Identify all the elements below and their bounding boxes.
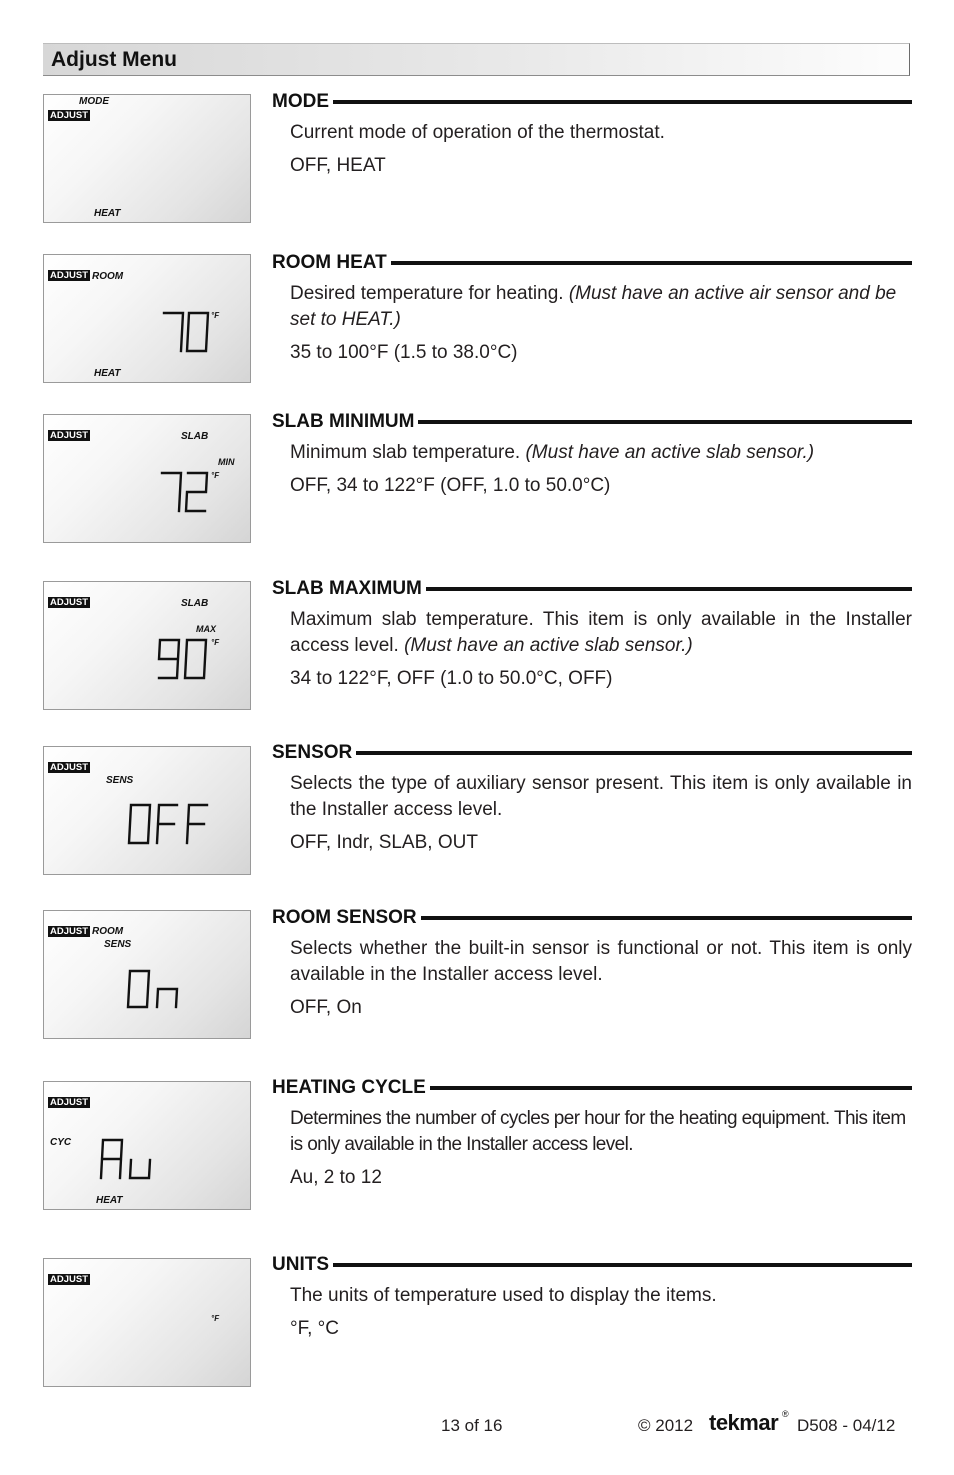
lcd-heat-label: HEAT (94, 208, 121, 219)
section-description: Determines the number of cycles per hour for the heating equipment. This item is only available in the Installer access level. (290, 1108, 906, 1155)
section-range: OFF, On (290, 997, 362, 1018)
lcd-unit-label: °F (211, 311, 220, 320)
lcd-heat-label: HEAT (96, 1195, 123, 1206)
lcd-display-heating-cycle (43, 1081, 251, 1210)
section-range: 34 to 122°F, OFF (1.0 to 50.0°C, OFF) (290, 668, 613, 689)
section-slab-maximum (272, 577, 912, 692)
section-range: OFF, 34 to 122°F (OFF, 1.0 to 50.0°C) (290, 475, 611, 496)
section-heating-cycle (272, 1076, 912, 1191)
lcd-max-label: MAX (196, 624, 216, 634)
section-description: Maximum slab temperature. This item is only available in the Installer access level. (290, 609, 912, 656)
lcd-mode-label: MODE (79, 96, 109, 107)
section-units (272, 1253, 912, 1342)
copyright: © 2012 (638, 1416, 694, 1435)
lcd-unit-label: °F (211, 1314, 220, 1323)
lcd-room-label: ROOM (92, 271, 124, 282)
lcd-adjust-badge: ADJUST (50, 1274, 89, 1285)
lcd-display-units (43, 1258, 251, 1387)
section-note: (Must have an active slab sensor.) (525, 442, 815, 463)
section-title: UNITS (272, 1254, 329, 1275)
section-range: OFF, Indr, SLAB, OUT (290, 832, 478, 853)
section-title: SLAB MAXIMUM (272, 578, 422, 599)
section-title: ROOM SENSOR (272, 907, 417, 928)
lcd-adjust-badge: ADJUST (50, 110, 89, 121)
lcd-unit-label: °F (211, 638, 220, 647)
section-description: The units of temperature used to display the items. (290, 1285, 717, 1306)
lcd-digits-90 (156, 638, 210, 680)
title-rule (333, 1263, 912, 1267)
lcd-adjust-badge: ADJUST (50, 270, 89, 281)
lcd-unit-label: °F (211, 471, 220, 480)
lcd-digits-au (99, 1138, 155, 1180)
lcd-adjust-badge: ADJUST (50, 1097, 89, 1108)
registered-mark: ® (782, 1409, 789, 1419)
lcd-slab-label: SLAB (181, 598, 209, 609)
section-room-heat (272, 251, 912, 366)
lcd-digits-on (126, 969, 182, 1009)
lcd-digits-72 (159, 471, 211, 513)
section-title: SENSOR (272, 742, 353, 763)
title-rule (333, 100, 912, 104)
section-header-bar (43, 43, 910, 76)
section-slab-minimum (272, 410, 912, 499)
lcd-adjust-badge: ADJUST (50, 597, 89, 608)
lcd-room-label: ROOM (92, 926, 124, 937)
lcd-display-mode (43, 94, 251, 223)
lcd-cyc-label: CYC (50, 1137, 72, 1148)
title-rule (391, 261, 912, 265)
title-rule (418, 420, 912, 424)
lcd-display-room-heat (43, 254, 251, 383)
lcd-slab-label: SLAB (181, 431, 209, 442)
lcd-sens-label: SENS (104, 939, 132, 950)
lcd-sens-label: SENS (106, 775, 134, 786)
lcd-adjust-badge: ADJUST (50, 762, 89, 773)
section-description: Selects whether the built-in sensor is functional or not. This item is only available in the Installer access level. (290, 938, 912, 985)
lcd-digits-off (127, 803, 211, 845)
section-title: HEATING CYCLE (272, 1077, 426, 1098)
section-range: °F, °C (290, 1318, 339, 1339)
section-description: Current mode of operation of the thermostat. (290, 122, 665, 143)
title-rule (356, 751, 912, 755)
lcd-display-slab-minimum (43, 414, 251, 543)
section-description: Minimum slab temperature. (290, 442, 521, 463)
lcd-adjust-badge: ADJUST (50, 430, 89, 441)
lcd-heat-label: HEAT (94, 368, 121, 379)
page-number: 13 of 16 (441, 1416, 503, 1435)
section-description: Selects the type of auxiliary sensor present. This item is only available in the Installer access level. (290, 773, 912, 820)
section-room-sensor (272, 906, 912, 1021)
document-code: D508 - 04/12 (797, 1416, 896, 1435)
section-sensor (272, 741, 912, 856)
section-title: SLAB MINIMUM (272, 411, 415, 432)
title-rule (421, 916, 912, 920)
lcd-display-slab-maximum (43, 581, 251, 710)
title-rule (430, 1086, 912, 1090)
lcd-min-label: MIN (218, 457, 235, 467)
section-range: OFF, HEAT (290, 155, 386, 176)
section-range: 35 to 100°F (1.5 to 38.0°C) (290, 342, 518, 363)
lcd-display-sensor (43, 746, 251, 875)
section-description: Desired temperature for heating. (290, 283, 564, 304)
title-rule (426, 587, 912, 591)
brand-logo: tekmar (709, 1410, 779, 1435)
page-title: Adjust Menu (51, 48, 177, 71)
section-title: ROOM HEAT (272, 252, 387, 273)
lcd-digits-70 (161, 311, 211, 353)
section-range: Au, 2 to 12 (290, 1167, 382, 1188)
section-note: (Must have an active air sensor and be set to HEAT.) (290, 283, 897, 330)
section-note: (Must have an active slab sensor.) (404, 635, 693, 656)
section-title: MODE (272, 91, 329, 112)
lcd-adjust-badge: ADJUST (50, 926, 89, 937)
section-mode (272, 90, 912, 179)
lcd-display-room-sensor (43, 910, 251, 1039)
